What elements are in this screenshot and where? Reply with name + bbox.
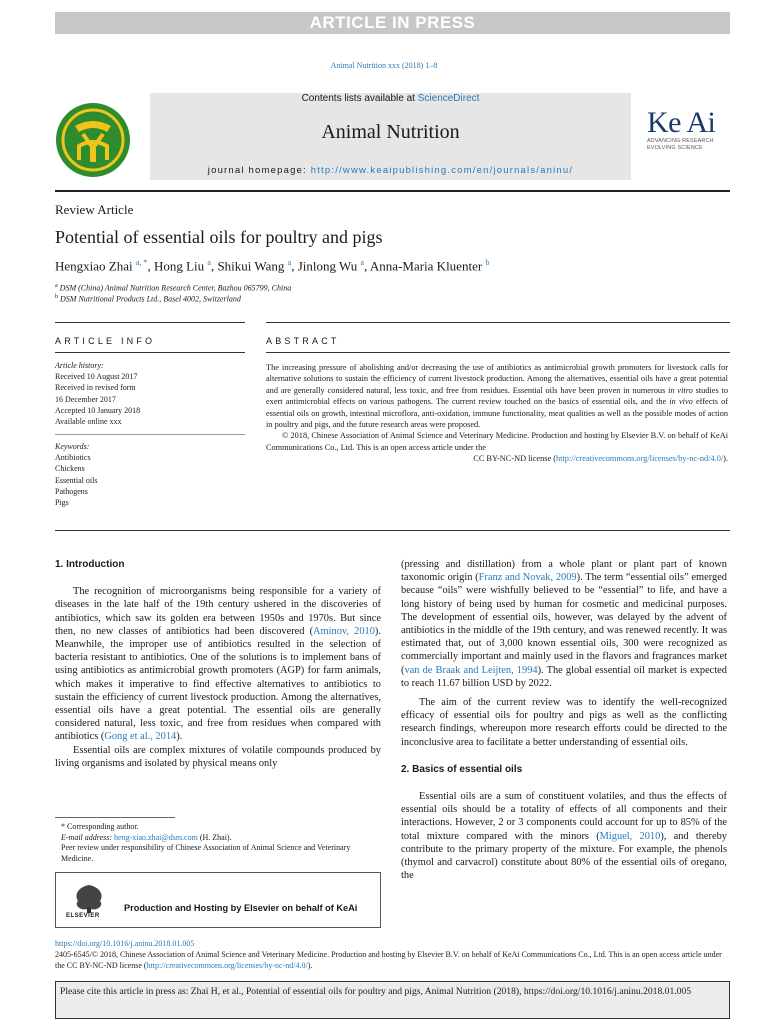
basics-paragraph-1 [401,790,727,882]
footnote [55,822,381,864]
doi-license-suffix: ). [307,961,313,970]
author-separator: , [364,258,370,274]
text-run: (pressing and distillation) from a whole plant or plant part of known taxonomic origin ( [401,559,727,584]
keai-tagline-2: EVOLVING SCIENCE [647,145,703,151]
homepage-link[interactable]: http://www.keaipublishing.com/en/journals/aninu/ [310,165,574,176]
doi-copyright [55,949,730,971]
intro-paragraph-1 [55,585,381,743]
abstract-italic: in vivo [669,397,693,407]
text-run: ). Meanwhile, the improper use of antibiotics resulted in the selection of bacteria resistant to antibiotics. One of the solutions is to implement bans of using antibiotics as antimicrobial growth promoters (AGP) for farm animals, which makes it imperative to find effective alternatives to antibiotics to sustain the efficiency of current livestock production. Among the alternatives, essential oils have a great potential. The essential oils are generally considered natural, less toxic, and free from residues when compared with antibiotics ( [55,625,381,743]
author-name: Hong Liu [153,258,205,274]
affiliation-b-text: DSM Nutritional Products Ltd., Basel 4002, Switzerland [60,294,241,304]
affiliation-a-marker: a [55,283,58,289]
header-divider [55,190,730,192]
left-column [55,558,381,770]
right-paragraph-2: The aim of the current review was to identify the well-recognized efficacy of essential oils for poultry and pigs as well as the conflicting research findings, whereupon more research efforts could be directed to the inconclusive area to facilitate a better understanding of essential oils. [401,697,727,748]
abstract-text-part: effects of essential oils on growth, intestinal microflora, anti-oxidation, immune functionality, meat qualities as well as the possible modes of action in poultry and pigs, and the future research areas were proposed. [266,397,728,430]
peer-review-note: Peer review under responsibility of Chinese Association of Animal Science and Veterinary Medicine. [61,843,351,863]
license-suffix: ). [723,454,728,464]
doi-license-link[interactable]: http://creativecommons.org/licenses/by-nc-nd/4.0/ [146,961,308,970]
author-affiliation-marker[interactable]: a, * [135,258,148,267]
affiliation-a [55,283,291,293]
keyword: Chickens [55,464,85,474]
license-link[interactable]: http://creativecommons.org/licenses/by-nc-nd/4.0/ [556,454,724,464]
author-name: Shikui Wang [217,258,285,274]
citation-link[interactable]: Gong et al., 2014 [104,731,177,743]
citation-link[interactable]: Franz and Novak, 2009 [478,572,577,584]
article-type: Review Article [55,202,134,217]
abstract-top-rule [266,322,730,323]
abstract-copyright: © 2018, Chinese Association of Animal Science and Veterinary Medicine. Production and hosting by Elsevier B.V. on behalf of KeAi Communications Co., Ltd. This is an open access article under the [266,431,728,452]
text-run: ). The term “essential oils” emerged because “oils” were wishfully believed to be “essential” to life, and have a long history of being used by human for cosmetic and medicinal purposes. The development of essential oils, however, was delayed by the advent of antibiotics in the middle of the 19th century, and was renewed recently. It was estimated that, out of 3,000 known essential oils, 300 were recognized as commercially important and mainly used in the flavors and fragrances market ( [401,572,728,676]
corresponding-author: * Corresponding author. [61,822,139,831]
author-name: Anna-Maria Kluenter [369,258,483,274]
keyword: Pathogens [55,486,88,496]
history-item: Available online xxx [55,417,122,427]
intro-paragraph-2: Essential oils are complex mixtures of volatile compounds produced by living organisms and isolated by physical means only [55,744,381,769]
email-line [55,833,381,844]
text-run: ), and thereby contribute to the primary property of the mixture. For example, the phenols (thymol and carvacrol) constitute about 80% of the essential oils of oregano, the [401,830,728,882]
author-separator: , [210,258,218,274]
footnote-rule [55,817,175,818]
abstract-body [266,362,728,465]
keai-logo [647,108,729,152]
history-item: Received in revised form [55,383,136,393]
elsevier-hosting-text: Production and Hosting by Elsevier on behalf of KeAi [124,903,358,913]
article-info-sep [55,434,245,435]
contents-line [150,93,631,104]
text-run: The recognition of microorganisms being responsible for a variety of diseases in the late half of the 19th century ushered in the discoveries of antibiotics, which saw its golden era between 1950s and 1970s. But since then, no new classes of antibiotics had been discovered ( [55,586,381,637]
intro-heading: 1. Introduction [55,559,125,570]
author-affiliation-marker[interactable]: a [360,258,365,267]
abstract-text [266,362,728,430]
doi-block [55,938,730,971]
email-label: E-mail address: [61,832,115,842]
sciencedirect-link[interactable]: ScienceDirect [417,93,480,104]
license-prefix: CC BY-NC-ND license ( [473,454,557,464]
text-run: ). [176,731,183,743]
abstract-text-part: The increasing pressure of abolishing and/or decreasing the use of antibiotics as antimicrobial growth promoters for livestock calls for alternative solutions to sustain the efficiency of current livestock production. Among the alternatives, essential oils have a great potential and are generally considered natural, less toxic, and free from residues. Essential oils have been proven in numerous [266,363,728,395]
author-separator: , [147,258,154,274]
history-item: Received 10 August 2017 [55,372,138,382]
elsevier-hosting-box [55,872,381,928]
article-history [55,360,245,427]
journal-homepage [150,165,631,176]
history-item: Accepted 10 January 2018 [55,405,141,415]
keyword: Antibiotics [55,453,91,463]
author-affiliation-marker[interactable]: a [207,258,211,267]
keywords-block [55,441,245,508]
affiliation-b-marker: b [55,294,58,300]
article-title: Potential of essential oils for poultry and pigs [55,227,383,247]
journal-reference[interactable]: Animal Nutrition xxx (2018) 1–8 [330,61,438,70]
text-run: ). The global essential oil market is expected to reach 11.67 billion USD by 2022. [401,664,727,689]
article-info-mid-rule [55,352,245,353]
author-name: Hengxiao Zhai [55,258,133,274]
homepage-label: journal homepage: [207,165,311,176]
right-column [401,558,727,882]
author-separator: , [291,258,298,274]
journal-logo [55,102,131,178]
article-info-heading: ARTICLE INFO [55,336,156,346]
text-run: Essential oils are a sum of constituent volatiles, and thus the effects of essential oils should be a totality of effects of all components and their interactions. However, 2 or 3 components could account for up to 85% of the total mixture compared with the minors ( [401,791,727,842]
journal-title: Animal Nutrition [321,121,460,143]
abstract-text-part: studies to exert antimicrobial effects on various pathogens. The current review touched on the basics of essential oils, and the [266,385,728,407]
keai-wordmark: Ke Ai [647,106,716,139]
citation-link[interactable]: Aminov, 2010 [313,625,375,637]
author-name: Jinlong Wu [297,258,358,274]
citation-link[interactable]: van de Braak and Leijten, 1994 [404,664,538,676]
affiliation-a-text: DSM (China) Animal Nutrition Research Center, Bazhou 065799, China [59,283,292,293]
email-link[interactable]: heng-xiao.zhai@dsm.com [114,832,198,842]
affiliation-b [55,294,241,304]
abstract-license [266,453,728,464]
history-label: Article history: [55,361,104,370]
abstract-heading: ABSTRACT [266,336,340,346]
doi-link[interactable]: https://doi.org/10.1016/j.aninu.2018.01.005 [55,939,195,948]
keai-tagline-1: ADVANCING RESEARCH [647,138,714,144]
author-list [55,258,489,274]
keywords-label: Keywords: [55,442,90,451]
citation-link[interactable]: Miguel, 2010 [599,830,661,842]
contents-prefix: Contents lists available at [301,93,418,104]
article-info-top-rule [55,322,245,323]
citation-box: Please cite this article in press as: Zhai H, et al., Potential of essential oils for poultry and pigs, Animal Nutrition (2018), https://doi.org/10.1016/j.aninu.2018.01.005 [55,981,730,1019]
keyword: Pigs [55,498,69,508]
email-suffix: (H. Zhai). [197,832,232,842]
abstract-mid-rule [266,352,730,353]
history-item: 16 December 2017 [55,394,116,404]
keyword: Essential oils [55,475,98,485]
doi-copyright-text: 2405-6545/© 2018, Chinese Association of Animal Science and Veterinary Medicine. Production and hosting by Elsevier B.V. on behalf of KeAi Communications Co., Ltd. This is an open access article under the CC BY-NC-ND license ( [55,950,722,970]
right-paragraph-1 [401,558,727,690]
elsevier-wordmark: ELSEVIER [66,913,100,919]
abstract-italic: in vitro [668,385,693,395]
basics-heading: 2. Basics of essential oils [401,763,523,775]
abstract-bottom-rule [55,530,730,531]
journal-header-box [150,93,631,180]
author-affiliation-marker[interactable]: a [287,258,292,267]
author-affiliation-marker[interactable]: b [485,258,490,267]
article-in-press-banner: ARTICLE IN PRESS [55,12,730,34]
